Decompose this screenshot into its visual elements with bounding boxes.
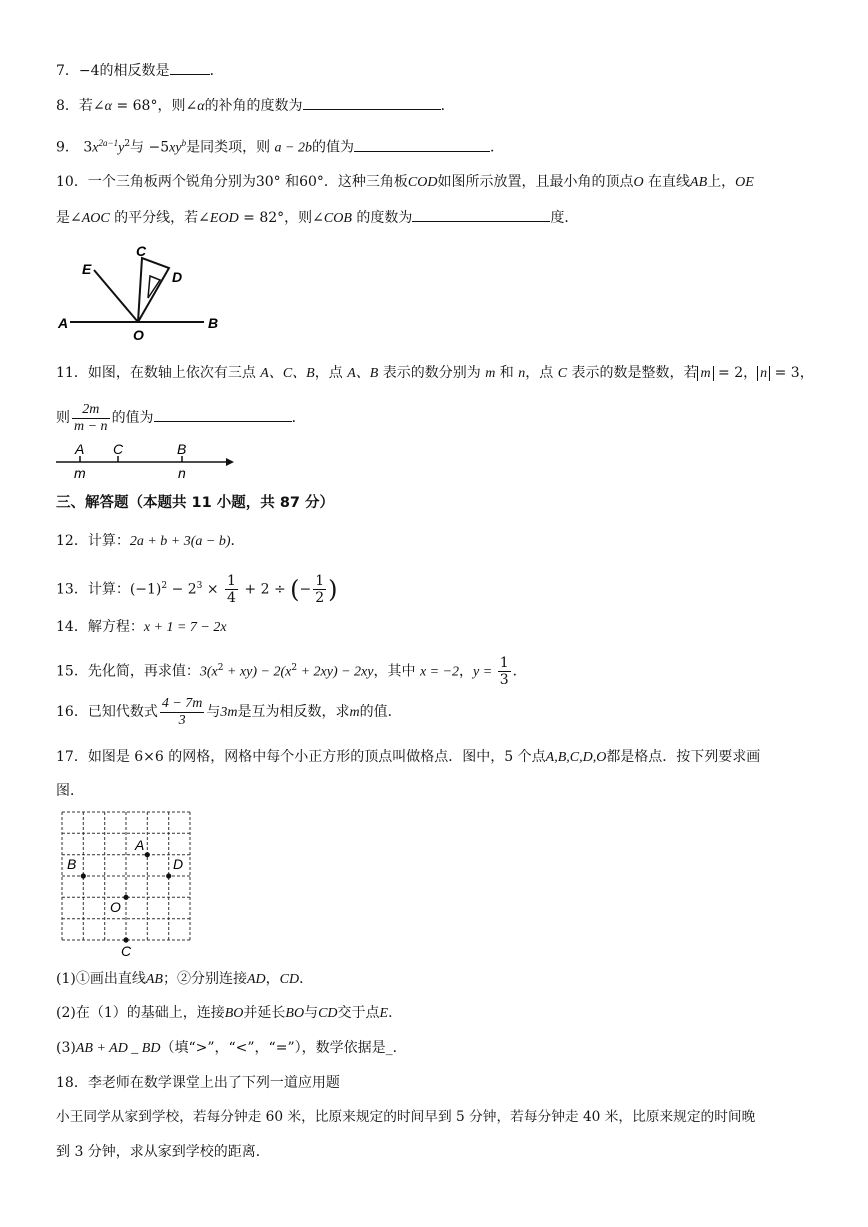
point-o [123,895,128,900]
label-c: C [113,441,124,457]
label-c: C [121,943,132,959]
fraction: $\frac{1}{4}$ [227,573,236,607]
point-b [81,873,86,878]
label-m: m [74,465,86,481]
number-line-figure [56,440,246,480]
question-17-sub1: (1)①画出直线AB；②分别连接AD，CD． [56,971,314,987]
question-17-sub2: (2)在（1）的基础上，连接BO并延长BO与CD交于点E． [56,1005,403,1021]
grid-figure [52,806,212,959]
question-18: 18．李老师在数学课堂上出了下列一道应用题 [56,1075,340,1091]
question-18-body-line1: 小王同学从家到学校，若每分钟走 60 米，比原来规定的时间早到 5 分钟，若每分钟走 40 米，比原来规定的时间晚 [56,1109,756,1125]
point-d [166,873,171,878]
triangle-ruler-figure [58,243,228,346]
label-d: D [173,856,184,872]
question-15: 15．先化简，再求值：$3(x^2 + xy) - 2(x^2 + 2xy) - 2xy$，其中 x = −2，y = $\frac{1}{3}$ ． [56,655,527,689]
question-10-line1: 10．一个三角板两个锐角分别为30° 和60°．这种三角板COD如图所示放置，且最小角的顶点O 在直线AB上，OE [56,174,754,190]
fraction: $\frac{4 - 7m}{3}$ [161,695,203,728]
fraction: $\frac{1}{2}$ [315,573,325,607]
question-13: 13．计算：$(-1)^2 - 2^3$ × $\frac{1}{4}$ + 2 ÷ (− $\frac{1}{2}$ ) [56,573,338,607]
point-a [145,852,150,857]
question-12: 12．计算：2a + b + 3(a − b)． [56,533,245,549]
label-a: A [135,837,145,853]
question-8: 8．若∠α = 68°，则∠α的补角的度数为 ． [56,95,455,117]
label-n: n [178,465,186,481]
label-a: A [75,441,85,457]
question-17-sub3: (3)AB + AD _ BD（填“>”，“<”，“=”），数学依据是_． [56,1040,407,1056]
question-9: 9． $3x^{2a-1}y^2$与 $-5xy^b$是同类项，则 a − 2b的值为 ． [56,138,504,156]
question-11-line2: 则 $\frac{2m}{m - n}$ 的值为 ． [56,401,306,434]
answer-blank[interactable] [154,407,292,422]
question-17-line2: 图． [56,783,84,799]
fraction: $\frac{2m}{m - n}$ [74,401,108,434]
label-e: E [82,261,92,277]
question-16: 16．已知代数式 $\frac{4 - 7m}{3}$ 与3m是互为相反数，求m的值． [56,695,402,728]
question-18-body-line2: 到 3 分钟，求从家到学校的距离． [56,1144,270,1160]
question-11-line1: 11．如图，在数轴上依次有三点 A、C、B，点 A、B 表示的数分别为 m 和 n，点 C 表示的数是整数，若 m = 2， n = 3， [56,365,814,381]
label-d: D [172,269,183,285]
label-o: O [133,327,144,343]
question-7: 7．−4的相反数是 ． [56,60,224,81]
point-c [123,937,128,942]
label-a: A [58,315,69,331]
question-10-line2: 是∠AOC 的平分线，若∠EOD = 82°，则∠COB 的度数为 度． [56,207,578,229]
answer-blank[interactable] [170,60,210,75]
arrow-icon [226,458,234,466]
question-14: 14．解方程：x + 1 = 7 − 2x [56,619,227,635]
label-o: O [110,899,121,915]
answer-blank[interactable] [412,207,550,222]
label-b: B [67,856,77,872]
question-17-line1: 17．如图是 6×6 的网格，网格中每个小正方形的顶点叫做格点．图中，5 个点A,B,C,D,O都是格点．按下列要求画 [56,749,761,765]
answer-blank[interactable] [354,137,490,152]
label-b: B [177,441,187,457]
answer-blank[interactable] [303,95,441,110]
fraction: $\frac{1}{3}$ [499,655,509,689]
label-b: B [208,315,219,331]
ray-oe [94,270,138,322]
label-c: C [136,243,147,259]
section-3-heading: 三、解答题（本题共 11 小题，共 87 分） [56,495,335,511]
